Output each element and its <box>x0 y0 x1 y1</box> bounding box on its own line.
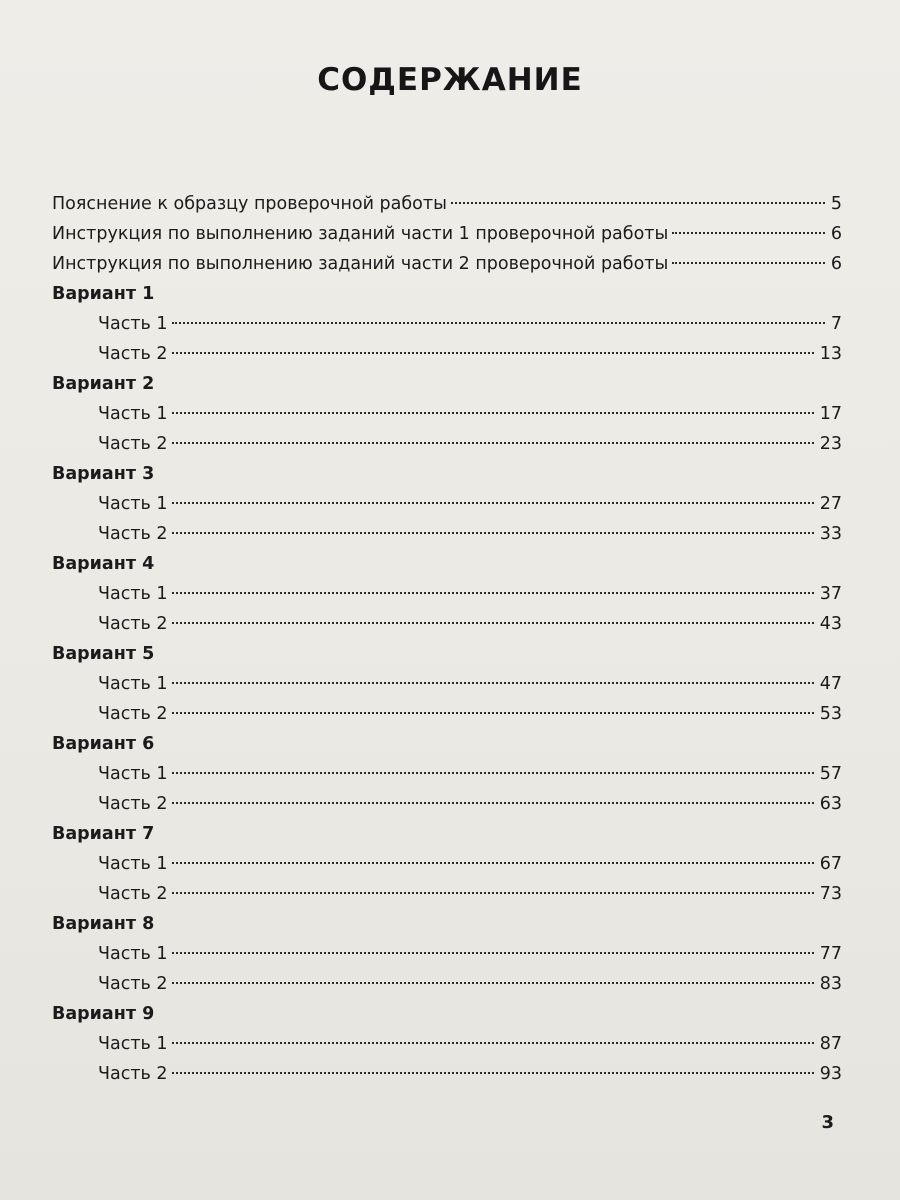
toc-entry-label: Вариант 8 <box>52 914 155 934</box>
toc-entry <box>52 1059 842 1089</box>
toc-section-heading <box>52 729 842 759</box>
dot-leader <box>172 982 814 984</box>
dot-leader <box>172 592 814 594</box>
toc-entry-label: Часть 1 <box>98 944 168 964</box>
toc-entry-label: Часть 1 <box>98 1034 168 1054</box>
toc-entry-label: Часть 1 <box>98 314 168 334</box>
dot-leader <box>172 502 814 504</box>
toc-entry-page: 6 <box>830 254 842 274</box>
toc-section-heading <box>52 819 842 849</box>
toc-section-heading <box>52 639 842 669</box>
page-title: СОДЕРЖАНИЕ <box>317 62 583 98</box>
toc-entry-label: Инструкция по выполнению заданий части 1 проверочной работы <box>52 224 669 244</box>
toc-entry-label: Часть 2 <box>98 794 168 814</box>
toc-entry-page: 83 <box>819 974 842 994</box>
toc-entry-label: Инструкция по выполнению заданий части 2 проверочной работы <box>52 254 669 274</box>
toc-entry-page: 57 <box>819 764 842 784</box>
toc-entry-page: 7 <box>830 314 842 334</box>
toc-entry-page: 43 <box>819 614 842 634</box>
toc-entry <box>52 189 842 219</box>
toc-entry-label: Часть 1 <box>98 494 168 514</box>
dot-leader <box>172 802 814 804</box>
toc-entry <box>52 579 842 609</box>
toc-entry-label: Часть 2 <box>98 524 168 544</box>
toc-entry-label: Вариант 6 <box>52 734 155 754</box>
toc-entry-label: Вариант 3 <box>52 464 155 484</box>
toc-entry-label: Часть 2 <box>98 974 168 994</box>
toc-entry <box>52 969 842 999</box>
dot-leader <box>172 442 814 444</box>
dot-leader <box>451 202 825 204</box>
toc-entry <box>52 699 842 729</box>
toc-entry <box>52 939 842 969</box>
toc-section-heading <box>52 549 842 579</box>
toc-entry-label: Часть 1 <box>98 404 168 424</box>
dot-leader <box>172 352 814 354</box>
toc-entry <box>52 669 842 699</box>
dot-leader <box>672 262 825 264</box>
toc-entry <box>52 219 842 249</box>
toc-entry-label: Часть 2 <box>98 1064 168 1084</box>
toc-entry-page: 77 <box>819 944 842 964</box>
toc-entry-label: Вариант 2 <box>52 374 155 394</box>
toc-section-heading <box>52 279 842 309</box>
toc-entry <box>52 249 842 279</box>
toc-entry-label: Часть 2 <box>98 614 168 634</box>
toc-entry-label: Часть 1 <box>98 764 168 784</box>
toc-entry-label: Часть 2 <box>98 344 168 364</box>
toc-entry-page: 67 <box>819 854 842 874</box>
toc-section-heading <box>52 909 842 939</box>
dot-leader <box>172 772 814 774</box>
toc-entry-label: Вариант 7 <box>52 824 155 844</box>
table-of-contents <box>52 189 842 1089</box>
toc-entry-label: Вариант 5 <box>52 644 155 664</box>
dot-leader <box>672 232 825 234</box>
dot-leader <box>172 622 814 624</box>
toc-entry <box>52 519 842 549</box>
toc-entry-page: 27 <box>819 494 842 514</box>
toc-entry-label: Вариант 9 <box>52 1004 155 1024</box>
toc-entry-label: Часть 2 <box>98 434 168 454</box>
dot-leader <box>172 322 825 324</box>
toc-entry <box>52 789 842 819</box>
toc-entry-page: 47 <box>819 674 842 694</box>
toc-entry-page: 53 <box>819 704 842 724</box>
toc-entry-page: 33 <box>819 524 842 544</box>
dot-leader <box>172 682 814 684</box>
toc-entry-page: 17 <box>819 404 842 424</box>
toc-entry <box>52 609 842 639</box>
toc-section-heading <box>52 459 842 489</box>
toc-entry-label: Вариант 1 <box>52 284 155 304</box>
toc-entry-page: 5 <box>830 194 842 214</box>
toc-entry-page: 87 <box>819 1034 842 1054</box>
toc-entry <box>52 489 842 519</box>
toc-entry-label: Часть 2 <box>98 884 168 904</box>
toc-entry-page: 63 <box>819 794 842 814</box>
toc-entry <box>52 339 842 369</box>
toc-entry <box>52 1029 842 1059</box>
toc-entry-page: 37 <box>819 584 842 604</box>
toc-entry <box>52 399 842 429</box>
toc-entry-page: 73 <box>819 884 842 904</box>
toc-entry <box>52 759 842 789</box>
dot-leader <box>172 892 814 894</box>
toc-section-heading <box>52 999 842 1029</box>
dot-leader <box>172 862 814 864</box>
toc-entry-label: Часть 2 <box>98 704 168 724</box>
dot-leader <box>172 952 814 954</box>
toc-entry <box>52 429 842 459</box>
dot-leader <box>172 412 814 414</box>
toc-entry-label: Часть 1 <box>98 584 168 604</box>
toc-entry-label: Вариант 4 <box>52 554 155 574</box>
dot-leader <box>172 712 814 714</box>
toc-entry-page: 13 <box>819 344 842 364</box>
toc-section-heading <box>52 369 842 399</box>
toc-entry-page: 6 <box>830 224 842 244</box>
toc-entry-label: Часть 1 <box>98 674 168 694</box>
toc-entry-page: 93 <box>819 1064 842 1084</box>
toc-entry <box>52 879 842 909</box>
toc-entry-label: Часть 1 <box>98 854 168 874</box>
toc-entry <box>52 849 842 879</box>
toc-entry-page: 23 <box>819 434 842 454</box>
toc-entry <box>52 309 842 339</box>
dot-leader <box>172 1042 814 1044</box>
page-number: 3 <box>821 1112 834 1133</box>
dot-leader <box>172 532 814 534</box>
toc-entry-label: Пояснение к образцу проверочной работы <box>52 194 447 214</box>
dot-leader <box>172 1072 814 1074</box>
